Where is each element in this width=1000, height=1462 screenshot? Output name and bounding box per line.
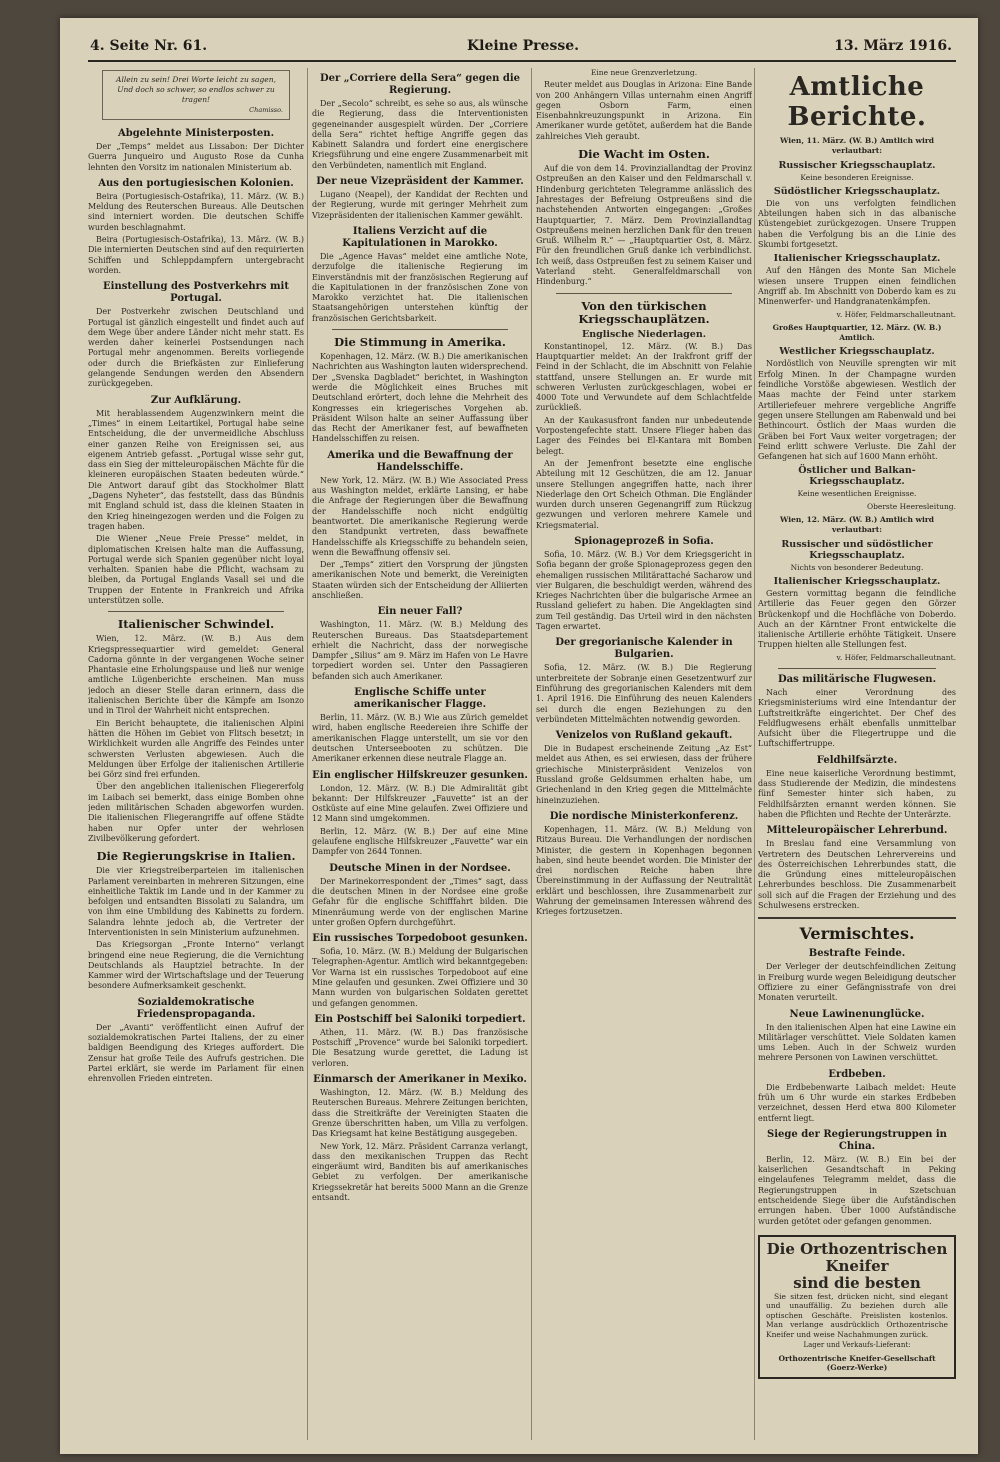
article-text: Eine neue kaiserliche Verordnung bestimmt, dass Studierende der Medizin, die mindestens fünf Semester hinter sich haben, zu Feldhilfsärzten ernannt werden können. Sie haben die Pflichten und Rechte der Unterärzte. xyxy=(758,768,956,819)
subheadline: Italienischer Kriegsschauplatz. xyxy=(773,575,941,587)
section-title: Amtliche Berichte. xyxy=(787,72,927,132)
ad-text: Sie sitzen fest, drücken nicht, sind elegant und unauffällig. Zu beziehen durch alle optischen Geschäfte. Preislisten kostenlos. Man verlange ausdrücklich Orthozentrische Kneifer und weise Nachahmungen zurück. xyxy=(766,1291,948,1339)
dateline: Wien, 11. März. (W. B.) Amtlich wird verlautbart: xyxy=(779,136,935,156)
article-text: An der Kaukasusfront fanden nur unbedeutende Vorpostengefechte statt. Unsere Flieger haben das Lager des Feindes bei El-Kantara mit Bomben belegt. xyxy=(536,415,752,456)
article-text: In den italienischen Alpen hat eine Lawine ein Militärlager verschüttet. Viele Soldaten kamen ums Leben. Auch in der Schweiz wurden mehrere Personen von Lawinen verschüttet. xyxy=(758,1022,956,1063)
headline: Siege der Regierungstruppen in China. xyxy=(767,1128,947,1152)
headline: Die Wacht im Osten. xyxy=(578,147,710,162)
headline: Der neue Vizepräsident der Kammer. xyxy=(316,176,524,188)
headline: Einstellung des Postverkehrs mit Portugal. xyxy=(103,281,289,305)
subheadline: Östlicher und Balkan-Kriegsschauplatz. xyxy=(798,465,916,488)
column-rule xyxy=(307,68,308,1440)
article-text: Das Kriegsorgan „Fronte Interno“ verlangt bringend eine neue Regierung, die die Vernichtung Deutschlands als Hauptziel betrachte. In der Kammer wird der Wirtschaftslage und der Teuerung besondere Aufmerksamkeit geschenkt. xyxy=(88,940,304,991)
signature: v. Höfer, Feldmarschalleutnant. xyxy=(836,309,956,319)
newspaper-title: Kleine Presse. xyxy=(466,38,580,54)
article-text: Keine wesentlichen Ereignisse. xyxy=(797,489,917,499)
article-text: In Breslau fand eine Versammlung von Vertretern des Deutschen Lehrervereins und des Österreichischen Lehrerbundes statt, die die Gründung eines mitteleuropäischen Lehrerbundes beschloss. Die Zusammenarbeit soll sich auf die Fragen der Erziehung und des Schulwesens erstrecken. xyxy=(758,839,956,911)
newspaper-page xyxy=(60,18,978,1454)
article-text: Ein Bericht behauptete, die italienischen Alpini hätten die Höhen im Gebiet von Flitsch besetzt; in Wirklichkeit wurden alle Angriffe des Feindes unter schwersten Verlusten abgewiesen. Auch die Meldungen über Erfolge der italienischen Artillerie bei Görz sind frei erfunden. xyxy=(88,718,304,780)
subheadline: Russischer Kriegsschauplatz. xyxy=(778,159,936,171)
article-text: Der „Avanti“ veröffentlicht einen Aufruf der sozialdemokratischen Partei Italiens, der zu einer baldigen Beendigung des Krieges auffordert. Die Zensur hat große Teile des Aufrufs gestrichen. Die Partei erklärt, sie werde im Parlament für einen ehrenvollen Frieden eintreten. xyxy=(88,1022,304,1084)
motto-box xyxy=(102,70,290,120)
headline: Neue Lawinenunglücke. xyxy=(789,1008,925,1020)
advertisement xyxy=(758,1235,956,1379)
article-text: Berlin, 11. März. (W. B.) Wie aus Zürich gemeldet wird, haben englische Reedereien ihre Schiffe der amerikanischen Flagge unterstellt, um sie vor den deutschen Unterseebooten zu schützen. Die Amerikaner erkennen diese neutrale Flagge an. xyxy=(312,713,528,764)
headline: Das militärische Flugwesen. xyxy=(777,673,937,685)
dateline: Großes Hauptquartier, 12. März. (W. B.) Amtlich. xyxy=(772,322,942,343)
page-number: 4. Seite Nr. 61. xyxy=(90,38,208,54)
column-4 xyxy=(758,68,956,1440)
article-text: Berlin, 12. März. (W. B.) Der auf eine Mine gelaufene englische Hilfskreuzer „Fauvette“ war ein Dampfer von 2644 Tonnen. xyxy=(312,826,528,857)
subheadline: Russischer und südöstlicher Kriegsschauplatz. xyxy=(781,538,933,561)
headline: Sozialdemokratische Friedenspropaganda. xyxy=(136,996,256,1020)
separator xyxy=(332,329,508,330)
article-text: Kopenhagen, 12. März. (W. B.) Die amerikanischen Nachrichten aus Washington lauten widersprechend. Der „Svenska Dagbladet“ berichtet, in Washington werde die Möglichkeit eines Bruches mit Deutschland erörtert, doch lehne die Mehrheit des Kongresses ein kriegerisches Vorgehen ab. Präsident Wilson halte an seiner Auffassung über das Recht der Amerikaner fest, auf bewaffneten Handelsschiffen zu reisen. xyxy=(312,352,528,444)
article-text: Der Postverkehr zwischen Deutschland und Portugal ist gänzlich eingestellt und findet auch auf dem Wege über andere Länder nicht mehr statt. Es werden daher keinerlei Postsendungen nach Portugal mehr angenommen. Bereits vorliegende oder durch die Briefkästen zur Einlieferung gelangende Sendungen werden den Absendern zurückgegeben. xyxy=(88,307,304,389)
headline: Amerika und die Bewaffnung der Handelsschiffe. xyxy=(327,449,513,473)
article-text: Der „Secolo“ schreibt, es sehe so aus, als wünsche die Regierung, dass die Interventionisten gegeneinander ausgespielt würden. Der „Corriere della Sera“ richtet heftige Angriffe gegen das Kabinett Salandra und fordert eine energischere Kriegsführung und eine engere Zusammenarbeit mit den Verbündeten, namentlich mit England. xyxy=(312,99,528,170)
article-text: Nichts von besonderer Bedeutung. xyxy=(790,562,924,572)
article-text: Die Wiener „Neue Freie Presse“ meldet, in diplomatischen Kreisen halte man die Auffassung, Portugal werde sich Spanien gegenüber nicht loyal verhalten. Spanien habe die Pflicht, wachsam zu bleiben, da Portugal Englands Vasall sei und die Truppen der Entente in Frankreich und Afrika unterstützen solle. xyxy=(88,534,304,605)
column-rule xyxy=(754,68,755,1440)
section-label: Eine neue Grenzverletzung. xyxy=(590,68,698,77)
article-text: Sofia, 10. März. (W. B.) Vor dem Kriegsgericht in Sofia begann der große Spionageprozess gegen den ehemaligen russischen Militärattaché Sacharow und vier Bulgaren, die beschuldigt werden, während des Krieges Nachrichten über die bulgarische Armee an Russland geliefert zu haben. Die Angeklagten sind zum Teil geständig. Das Urteil wird in den nächsten Tagen erwartet. xyxy=(536,549,752,632)
article-text: Wien, 12. März. (W. B.) Aus dem Kriegspressequartier wird gemeldet: General Cadorna gönnte in der vergangenen Woche seiner Phantasie eine Erholungspause und ließ nur wenige amtliche Lügenberichte erscheinen. Man muss jedoch an dieser Stelle daran erinnern, dass die italienischen Berichte über die Kämpfe am Isonzo und in Tirol der Wahrheit nicht entsprechen. xyxy=(88,634,304,716)
article-text: Der Verleger der deutschfeindlichen Zeitung in Freiburg wurde wegen Beleidigung deutscher Offiziere zu einer Gefängnisstrafe von drei Monaten verurteilt. xyxy=(758,962,956,1003)
article-text: Auf den Hängen des Monte San Michele wiesen unsere Truppen einen feindlichen Angriff ab. Im Abschnitt von Doberdo kam es zu Minenwerfer- und Handgranatenkämpfen. xyxy=(758,266,956,307)
motto-line: Und doch so schwer, so endlos schwer zu tragen! xyxy=(117,85,275,104)
headline: Erdbeben. xyxy=(828,1068,886,1080)
article-text: Nordöstlich von Neuville sprengten wir mit Erfolg Minen. In der Champagne wurden feindliche Vorstöße abgewiesen. Westlich der Maas machte der Feind unter starkem Artilleriefeuer mehrere vergebliche Angriffe gegen unsere Stellungen am Rabenwald und bei Bethincourt. Östlich der Maas wurden die Gräben bei Fort Vaux weiter vorgetragen; der Feind erlitt schwere Verluste. Die Zahl der Gefangenen hat sich auf 1600 Mann erhöht. xyxy=(758,359,956,462)
ad-footer: Orthozentrische Kneifer-Gesellschaft (Goerz-Werke) xyxy=(778,1353,936,1373)
article-text: Sofia, 12. März. (W. B.) Die Regierung unterbreitete der Sobranje einen Gesetzentwurf zur Einführung des gregorianischen Kalenders mit dem 1. April 1916. Die Einführung des neuen Kalenders sei durch die engen Beziehungen zu den verbündeten Mittelmächten notwendig geworden. xyxy=(536,663,752,724)
article-text: Die Erdbebenwarte Laibach meldet: Heute früh um 6 Uhr wurde ein starkes Erdbeben verzeichnet, dessen Herd etwa 800 Kilometer entfernt liegt. xyxy=(758,1082,956,1123)
signature: Oberste Heeresleitung. xyxy=(866,501,956,511)
article-text: Washington, 11. März. (W. B.) Meldung des Reuterschen Bureaus. Das Staatsdepartement erhielt die Nachricht, dass der norwegische Dampfer „Silius“ am 9. März im Hafen von Le Havre torpediert worden sei. Unter den Passagieren befanden sich auch Amerikaner. xyxy=(312,620,528,681)
headline: Mitteleuropäischer Lehrerbund. xyxy=(766,825,948,837)
headline: Der „Corriere della Sera“ gegen die Regierung. xyxy=(319,73,521,96)
headline: Die nordische Ministerkonferenz. xyxy=(549,810,739,822)
article-text: Reuter meldet aus Douglas in Arizona: Eine Bande von 200 Anhängern Villas unternahm einen Angriff gegen Osborn Farm, einen Eisenbahnkreuzungspunkt in Arizona. Ein Amerikaner wurde getötet, außerdem hat die Bande zahlreiches Vieh geraubt. xyxy=(536,80,752,141)
separator xyxy=(758,917,956,919)
headline: Venizelos von Rußland gekauft. xyxy=(555,730,733,742)
column-3 xyxy=(536,68,752,1440)
separator xyxy=(556,293,732,294)
headline: Bestrafte Feinde. xyxy=(808,948,906,960)
article-text: An der Jemenfront besetzte eine englische Abteilung mit 12 Geschützen, die am 12. Januar unsere Stellungen angegriffen hatte, nach ihrer Niederlage den Ort Scheich Othman. Die Engländer wurden durch unseren Gegenangriff zum Rückzug gezwungen und verloren mehrere Kamele und Kriegsmaterial. xyxy=(536,458,752,530)
article-text: Berlin, 12. März. (W. B.) Ein bei der kaiserlichen Gesandtschaft in Peking eingelaufenes Telegramm meldet, dass die Regierungstruppen in Szetschuan entscheidende Siege über die Aufständischen errungen haben. Über 1000 Aufständische wurden getötet oder gefangen genommen. xyxy=(758,1154,956,1226)
article-text: Der „Temps“ zitiert den Vorsprung der jüngsten amerikanischen Note und bemerkt, die Vereinigten Staaten würden sich der Entscheidung der Alliierten anschließen. xyxy=(312,560,528,600)
article-text: Washington, 12. März. (W. B.) Meldung des Reuterschen Bureaus. Mehrere Zeitungen berichten, dass die Streitkräfte der Vereinigten Staaten die Grenze überschritten haben, um Villa zu verfolgen. Das Kriegsamt hat keine Bestätigung ausgegeben. xyxy=(312,1088,528,1139)
ad-title: sind die besten xyxy=(793,1273,921,1292)
article-text: Nach einer Verordnung des Kriegsministeriums wird eine Intendantur der Luftstreitkräfte eingerichtet. Der Chef des Feldflugwesens erhält ebenfalls unmittelbar Aufsicht über die Fliegertruppe und die Luftschiffertruppe. xyxy=(758,687,956,749)
article-text: Die „Agence Havas“ meldet eine amtliche Note, derzufolge die italienische Regierung im Einverständnis mit der französischen Regierung auf die Kapitulationen in der französischen Zone von Marokko verzichtet hat. Die italienischen Staatsangehörigen unterstehen künftig der französischen Gerichtsbarkeit. xyxy=(312,251,528,323)
headline: Der gregorianische Kalender in Bulgarien. xyxy=(555,637,733,661)
motto-line: Allein zu sein! Drei Worte leicht zu sagen, xyxy=(116,75,276,84)
headline: Die Regierungskrise in Italien. xyxy=(96,849,296,864)
headline: Spionageprozeß in Sofia. xyxy=(574,535,714,547)
issue-date: 13. März 1916. xyxy=(834,38,952,54)
headline: Aus den portugiesischen Kolonien. xyxy=(98,177,294,189)
subheadline: Englische Niederlagen. xyxy=(581,328,707,340)
motto-author: Chamisso. xyxy=(249,106,283,114)
separator xyxy=(778,668,936,669)
article-text: London, 12. März. (W. B.) Die Admiralität gibt bekannt: Der Hilfskreuzer „Fauvette“ ist an der Ostküste auf eine Mine gelaufen. Zwei Offiziere und 12 Mann sind umgekommen. xyxy=(312,783,528,824)
headline: Ein englischer Hilfskreuzer gesunken. xyxy=(312,769,528,781)
subheadline: Italienischer Kriegsschauplatz. xyxy=(773,253,941,265)
ad-title: Die Orthozentrischen Kneifer xyxy=(766,1239,948,1275)
article-text: Der Marinekorrespondent der „Times“ sagt, dass die deutschen Minen in der Nordsee eine große Gefahr für die englische Schifffahrt bilden. Die Minenräumung werde von der englischen Marine unter großen Opfern durchgeführt. xyxy=(312,876,528,927)
subheadline: Westlicher Kriegsschauplatz. xyxy=(779,346,935,358)
headline: Englische Schiffe unter amerikanischer Flagge. xyxy=(353,687,487,711)
headline: Von den türkischen Kriegsschauplätzen. xyxy=(578,298,710,326)
page-header xyxy=(88,34,956,62)
article-text: Athen, 11. März. (W. B.) Das französische Postschiff „Provence“ wurde bei Saloniki torpediert. Die Besatzung wurde gerettet, die Ladung ist verloren. xyxy=(312,1027,528,1068)
article-text: New York, 12. März. Präsident Carranza verlangt, dass den mexikanischen Truppen das Recht eingeräumt wird, Banditen bis auf amerikanisches Gebiet zu verfolgen. Der amerikanische Kriegssekretär hat bereits 5000 Mann an die Grenze entsandt. xyxy=(312,1141,528,1203)
article-text: Gestern vormittag begann die feindliche Artillerie das Feuer gegen den Görzer Brückenkopf und die Hochfläche von Doberdo. Auch an der Kärntner Front entwickelte die italienische Artillerie erhöhte Tätigkeit. Unsere Truppen hielten alle Stellungen fest. xyxy=(758,588,956,650)
article-text: New York, 12. März. (W. B.) Wie Associated Press aus Washington meldet, erklärte Lansing, er habe die Anfrage der Regierungen über die Bewaffnung der Handelsschiffe noch nicht endgültig beantwortet. Die amerikanische Regierung werde den Standpunkt vertreten, dass bewaffnete Handelsschiffe als Kriegsschiffe zu behandeln seien, wenn die Bewaffnung offensiv sei. xyxy=(312,475,528,557)
column-rule xyxy=(531,68,532,1440)
article-text: Kopenhagen, 11. März. (W. B.) Meldung von Ritzaus Bureau. Die Verhandlungen der nordischen Minister, die gestern in Kopenhagen begonnen haben, sind heute beendet worden. Die Minister der drei nordischen Reiche haben ihre Übereinstimmung in der Auffassung der Neutralität erklärt und beschlossen, ihre Zusammenarbeit zur Wahrung der gemeinsamen Interessen während des Krieges fortzusetzen. xyxy=(536,824,752,917)
headline: Italienischer Schwindel. xyxy=(117,617,275,632)
headline: Italiens Verzicht auf die Kapitulationen in Marokko. xyxy=(342,225,498,249)
article-text: Die vier Kriegstreiberparteien im italienischen Parlament vereinbarten in mehreren Sitzungen, eine einheitliche Taktik im Lande und in der Kammer zu befolgen und entsandten Bissolati zu Salandra, um von ihm eine Umbildung des Kabinetts zu fordern. Salandra lehnte jedoch ab, die Vertreter der Interventionisten in sein Ministerium aufzunehmen. xyxy=(88,866,304,937)
column-2 xyxy=(312,68,528,1440)
headline: Zur Aufklärung. xyxy=(150,394,242,406)
article-text: Auf die von dem 14. Provinziallandtag der Provinz Ostpreußen an den Kaiser und den Feldmarschall v. Hindenburg gerichteten Telegramme anlässlich des Jahrestages der Befreiung Ostpreußens sind die nachstehenden Antworten eingegangen: „Großes Hauptquartier, 7. März. Dem Provinziallandtag Ostpreußens meinen herzlichen Dank für den treuen Gruß. Wilhelm R.“ — „Hauptquartier Ost, 8. März. Für den freundlichen Gruß danke ich verbindlichst. Ich weiß, dass Ostpreußen fest zu seinem Kaiser und Vaterland steht. Generalfeldmarschall von Hindenburg.“ xyxy=(536,164,752,287)
article-text: Beira (Portugiesisch-Ostafrika), 11. März. (W. B.) Meldung des Reuterschen Bureaus. Alle Deutschen sind interniert worden. Die deutschen Schiffe wurden beschlagnahmt. xyxy=(88,191,304,232)
article-text: Die von uns verfolgten feindlichen Abteilungen haben sich in das albanische Küstengebiet zurückgezogen. Unsere Truppen haben die Verfolgung bis an die Linie des Skumbi fortgesetzt. xyxy=(758,198,956,250)
headline: Ein russisches Torpedoboot gesunken. xyxy=(312,933,528,945)
column-1 xyxy=(88,68,304,1440)
article-text: Keine besonderen Ereignisse. xyxy=(800,172,914,182)
ad-footer: Lager und Verkaufs-Lieferant: xyxy=(803,1341,911,1350)
headline: Abgelehnte Ministerposten. xyxy=(117,128,275,139)
separator xyxy=(108,611,284,612)
headline: Feldhilfsärzte. xyxy=(816,754,898,766)
dateline: Wien, 12. März. (W. B.) Amtlich wird verlautbart: xyxy=(779,515,935,535)
subheadline: Südöstlicher Kriegsschauplatz. xyxy=(773,185,941,197)
headline: Deutsche Minen in der Nordsee. xyxy=(329,862,511,874)
headline: Die Stimmung in Amerika. xyxy=(334,335,506,350)
article-text: Der „Temps“ meldet aus Lissabon: Der Dichter Guerra Junqueiro und Augusto Rose da Cunha lehnten den Vorsitz im nationalen Ministerium ab. xyxy=(88,142,304,172)
article-text: Die in Budapest erscheinende Zeitung „Az Est“ meldet aus Athen, es sei erwiesen, dass der frühere griechische Ministerpräsident Venizelos von Russland große Geldsummen erhalten habe, um Griechenland in den Krieg gegen die Mittelmächte hineinzuziehen. xyxy=(536,744,752,805)
headline: Einmarsch der Amerikaner in Mexiko. xyxy=(313,1074,527,1086)
section-title: Vermischtes. xyxy=(799,924,915,944)
article-text: Beira (Portugiesisch-Ostafrika), 13. März. (W. B.) Die internierten Deutschen sind auf den requirierten Schiffen und Schleppdampfern untergebracht worden. xyxy=(88,235,304,275)
article-text: Konstantinopel, 12. März. (W. B.) Das Hauptquartier meldet: An der Irakfront griff der Feind in der Schlacht, die im Abschnitt von Felahie stattfand, unsere Stellungen an. Er wurde mit schweren Verlusten zurückgeschlagen, wobei er 4000 Tote und Verwundete auf dem Schlachtfelde zurückließ. xyxy=(536,341,752,413)
headline: Ein Postschiff bei Saloniki torpediert. xyxy=(314,1013,526,1025)
article-text: Sofia, 10. März. (W. B.) Meldung der Bulgarischen Telegraphen-Agentur. Amtlich wird bekanntgegeben: Vor Warna ist ein russisches Torpedoboot auf eine Mine gelaufen und gesunken. Zwei Offiziere und 30 Mann wurden von bulgarischen Soldaten gerettet und gefangen genommen. xyxy=(312,947,528,1008)
headline: Ein neuer Fall? xyxy=(377,606,463,618)
article-text: Lugano (Neapel), der Kandidat der Rechten und der Regierung, wurde mit geringer Mehrheit zum Vizepräsidenten der italienischen Kammer gewählt. xyxy=(312,190,528,220)
article-text: Mit herablassendem Augenzwinkern meint die „Times“ in einem Leitartikel, Portugal habe seine Entscheidung, die der unvermeidliche Abschluss einer ganzen Reihe von Ereignissen sei, aus eigenem Antrieb gefasst. „Portugal wisse sehr gut, dass ein Sieg der mitteleuropäischen Mächte für die kleineren europäischen Staaten bedeuten würde.“ Die Antwort darauf gibt das Stockholmer Blatt „Dagens Nyheter“, das feststellt, dass das Bündnis mit England schuld ist, dass die kleinen Staaten in den Krieg hineingezogen werden und die Folgen zu tragen haben. xyxy=(88,408,304,531)
article-text: Über den angeblichen italienischen Fliegererfolg im Laibach sei bemerkt, dass einige Bomben ohne jeden militärischen Schaden abgeworfen wurden. Die italienischen Fliegerangriffe auf offene Städte haben nur Opfer unter der wehrlosen Zivilbevölkerung gefordert. xyxy=(88,782,304,843)
signature: v. Höfer, Feldmarschalleutnant. xyxy=(836,652,956,662)
